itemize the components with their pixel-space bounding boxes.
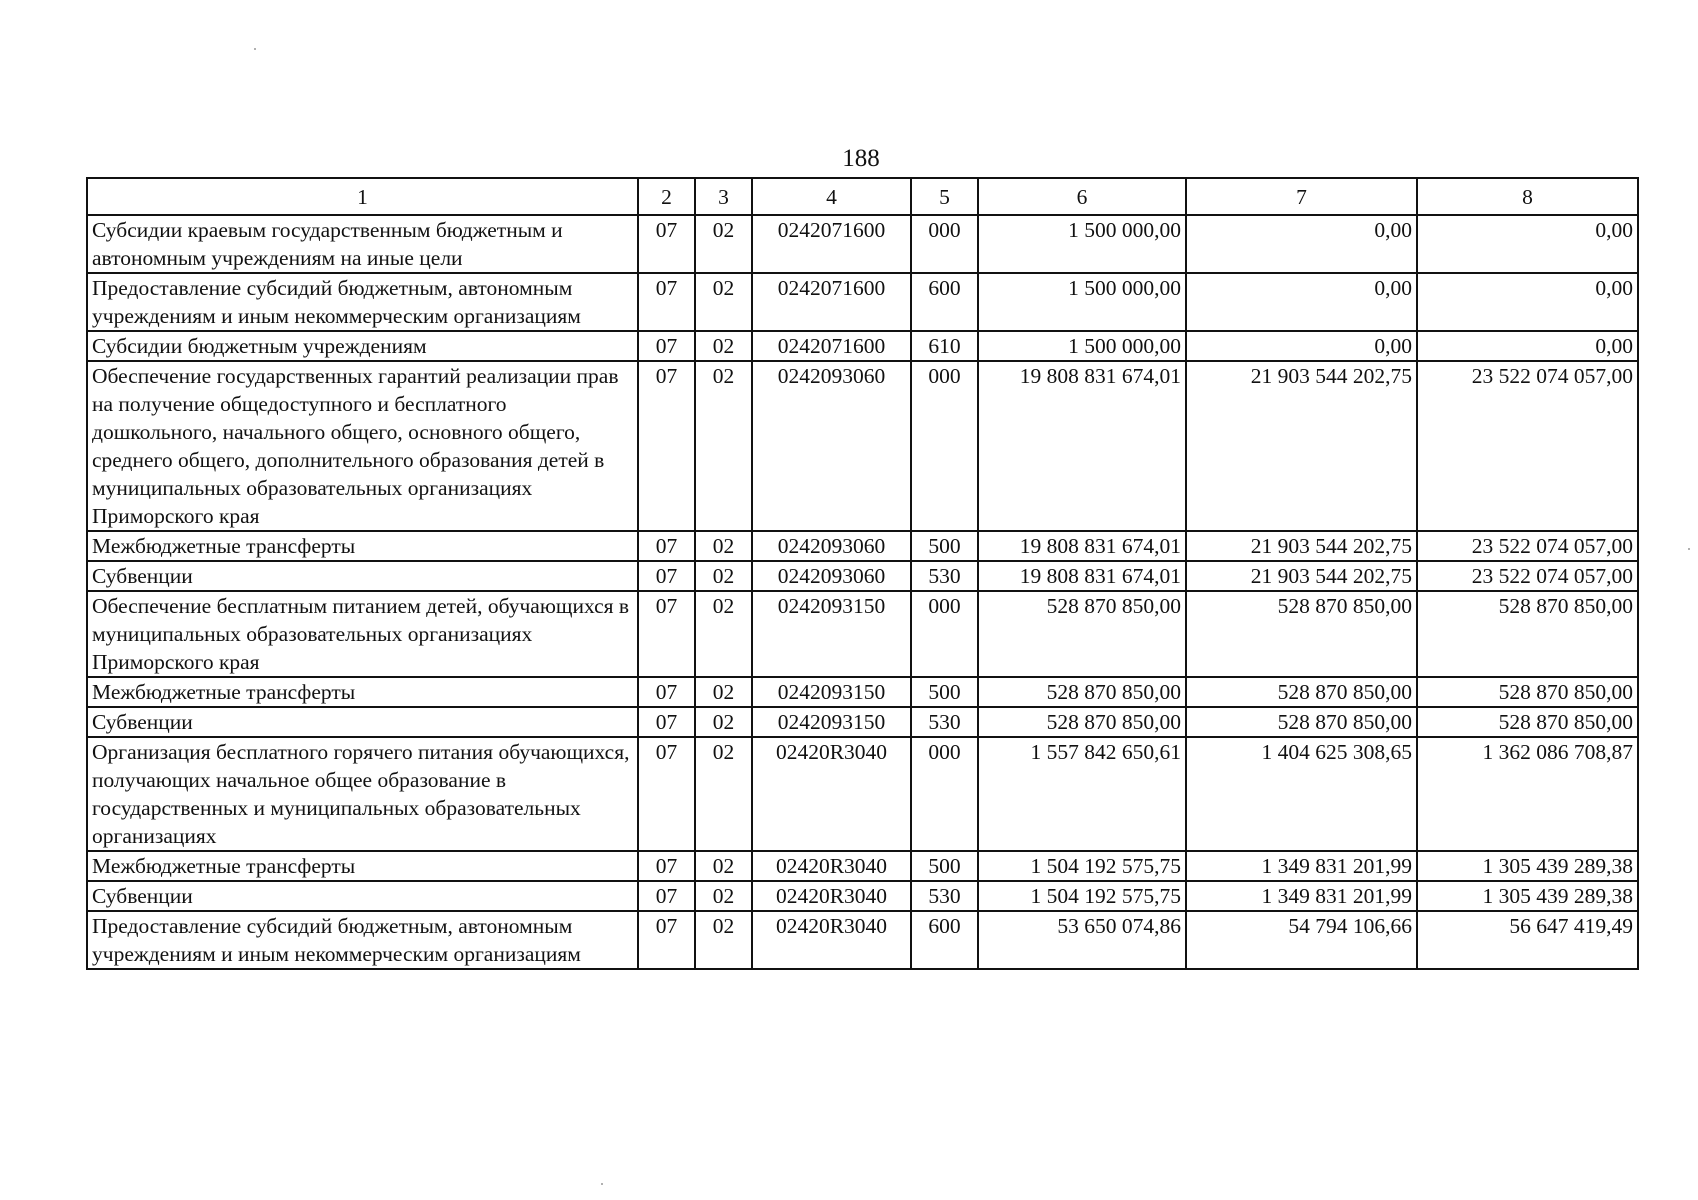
table-header — [87, 178, 1638, 215]
section-code: 07 — [638, 911, 695, 969]
target-code: 0242093150 — [752, 591, 911, 677]
amount-year-3: 23 522 074 057,00 — [1417, 361, 1638, 531]
table-row — [87, 531, 1638, 561]
subsection-code: 02 — [695, 677, 752, 707]
subsection-code: 02 — [695, 215, 752, 273]
expense-type-code: 000 — [911, 737, 978, 851]
amount-year-3: 0,00 — [1417, 215, 1638, 273]
target-code: 0242093060 — [752, 561, 911, 591]
amount-year-3: 528 870 850,00 — [1417, 677, 1638, 707]
amount-year-2: 1 349 831 201,99 — [1186, 851, 1417, 881]
table-row — [87, 561, 1638, 591]
expense-type-code: 000 — [911, 361, 978, 531]
subsection-code: 02 — [695, 273, 752, 331]
scan-speck — [601, 1183, 603, 1185]
amount-year-1: 528 870 850,00 — [978, 707, 1186, 737]
table-row — [87, 273, 1638, 331]
table-row — [87, 215, 1638, 273]
section-code: 07 — [638, 737, 695, 851]
section-code: 07 — [638, 331, 695, 361]
row-name: Предоставление субсидий бюджетным, автономным учреждениям и иным некоммерческим организациям — [87, 273, 638, 331]
target-code: 02420R3040 — [752, 911, 911, 969]
header-col-7: 7 — [1186, 178, 1417, 215]
amount-year-2: 21 903 544 202,75 — [1186, 361, 1417, 531]
amount-year-3: 23 522 074 057,00 — [1417, 561, 1638, 591]
amount-year-3: 23 522 074 057,00 — [1417, 531, 1638, 561]
expense-type-code: 610 — [911, 331, 978, 361]
row-name: Субвенции — [87, 561, 638, 591]
amount-year-1: 1 557 842 650,61 — [978, 737, 1186, 851]
amount-year-3: 56 647 419,49 — [1417, 911, 1638, 969]
row-name: Предоставление субсидий бюджетным, автономным учреждениям и иным некоммерческим организациям — [87, 911, 638, 969]
amount-year-1: 1 500 000,00 — [978, 215, 1186, 273]
target-code: 0242093060 — [752, 361, 911, 531]
budget-table — [86, 177, 1639, 970]
row-name: Субвенции — [87, 707, 638, 737]
section-code: 07 — [638, 361, 695, 531]
header-row — [87, 178, 1638, 215]
section-code: 07 — [638, 561, 695, 591]
amount-year-3: 0,00 — [1417, 273, 1638, 331]
expense-type-code: 500 — [911, 677, 978, 707]
table-row — [87, 707, 1638, 737]
section-code: 07 — [638, 677, 695, 707]
amount-year-2: 1 349 831 201,99 — [1186, 881, 1417, 911]
amount-year-1: 53 650 074,86 — [978, 911, 1186, 969]
target-code: 0242093150 — [752, 707, 911, 737]
subsection-code: 02 — [695, 591, 752, 677]
section-code: 07 — [638, 591, 695, 677]
amount-year-2: 1 404 625 308,65 — [1186, 737, 1417, 851]
amount-year-3: 528 870 850,00 — [1417, 591, 1638, 677]
amount-year-1: 1 504 192 575,75 — [978, 851, 1186, 881]
expense-type-code: 530 — [911, 561, 978, 591]
subsection-code: 02 — [695, 531, 752, 561]
amount-year-1: 19 808 831 674,01 — [978, 361, 1186, 531]
target-code: 0242071600 — [752, 273, 911, 331]
header-col-3: 3 — [695, 178, 752, 215]
target-code: 02420R3040 — [752, 881, 911, 911]
row-name: Субсидии бюджетным учреждениям — [87, 331, 638, 361]
row-name: Обеспечение государственных гарантий реализации прав на получение общедоступного и бесплатного дошкольного, начального общего, основного общего, среднего общего, дополнительного образования детей в муниципальных образовательных организациях Приморского края — [87, 361, 638, 531]
table-row — [87, 591, 1638, 677]
row-name: Субсидии краевым государственным бюджетным и автономным учреждениям на иные цели — [87, 215, 638, 273]
table-row — [87, 331, 1638, 361]
amount-year-1: 1 500 000,00 — [978, 331, 1186, 361]
expense-type-code: 000 — [911, 215, 978, 273]
amount-year-1: 528 870 850,00 — [978, 591, 1186, 677]
amount-year-2: 528 870 850,00 — [1186, 591, 1417, 677]
subsection-code: 02 — [695, 737, 752, 851]
amount-year-2: 21 903 544 202,75 — [1186, 561, 1417, 591]
expense-type-code: 500 — [911, 851, 978, 881]
subsection-code: 02 — [695, 707, 752, 737]
header-col-6: 6 — [978, 178, 1186, 215]
amount-year-2: 528 870 850,00 — [1186, 677, 1417, 707]
amount-year-2: 528 870 850,00 — [1186, 707, 1417, 737]
header-col-5: 5 — [911, 178, 978, 215]
amount-year-2: 0,00 — [1186, 215, 1417, 273]
section-code: 07 — [638, 707, 695, 737]
subsection-code: 02 — [695, 561, 752, 591]
subsection-code: 02 — [695, 851, 752, 881]
row-name: Обеспечение бесплатным питанием детей, обучающихся в муниципальных образовательных организациях Приморского края — [87, 591, 638, 677]
target-code: 02420R3040 — [752, 851, 911, 881]
expense-type-code: 500 — [911, 531, 978, 561]
amount-year-3: 1 305 439 289,38 — [1417, 851, 1638, 881]
amount-year-1: 19 808 831 674,01 — [978, 561, 1186, 591]
amount-year-3: 1 305 439 289,38 — [1417, 881, 1638, 911]
row-name: Межбюджетные трансферты — [87, 677, 638, 707]
amount-year-2: 0,00 — [1186, 331, 1417, 361]
table-row — [87, 911, 1638, 969]
section-code: 07 — [638, 273, 695, 331]
table-row — [87, 851, 1638, 881]
target-code: 0242071600 — [752, 215, 911, 273]
row-name: Межбюджетные трансферты — [87, 531, 638, 561]
target-code: 0242093060 — [752, 531, 911, 561]
subsection-code: 02 — [695, 911, 752, 969]
header-col-4: 4 — [752, 178, 911, 215]
expense-type-code: 000 — [911, 591, 978, 677]
target-code: 0242071600 — [752, 331, 911, 361]
table-row — [87, 881, 1638, 911]
expense-type-code: 530 — [911, 707, 978, 737]
subsection-code: 02 — [695, 331, 752, 361]
row-name: Организация бесплатного горячего питания обучающихся, получающих начальное общее образование в государственных и муниципальных образовательных организациях — [87, 737, 638, 851]
amount-year-1: 1 504 192 575,75 — [978, 881, 1186, 911]
amount-year-2: 54 794 106,66 — [1186, 911, 1417, 969]
subsection-code: 02 — [695, 881, 752, 911]
amount-year-2: 21 903 544 202,75 — [1186, 531, 1417, 561]
target-code: 02420R3040 — [752, 737, 911, 851]
expense-type-code: 600 — [911, 273, 978, 331]
table-row — [87, 361, 1638, 531]
table-row — [87, 677, 1638, 707]
amount-year-3: 1 362 086 708,87 — [1417, 737, 1638, 851]
scan-speck — [254, 48, 256, 50]
section-code: 07 — [638, 851, 695, 881]
amount-year-3: 528 870 850,00 — [1417, 707, 1638, 737]
amount-year-2: 0,00 — [1186, 273, 1417, 331]
table-body — [87, 215, 1638, 969]
scan-speck — [1688, 548, 1690, 550]
header-col-8: 8 — [1417, 178, 1638, 215]
section-code: 07 — [638, 531, 695, 561]
section-code: 07 — [638, 215, 695, 273]
row-name: Межбюджетные трансферты — [87, 851, 638, 881]
amount-year-1: 1 500 000,00 — [978, 273, 1186, 331]
section-code: 07 — [638, 881, 695, 911]
expense-type-code: 530 — [911, 881, 978, 911]
subsection-code: 02 — [695, 361, 752, 531]
target-code: 0242093150 — [752, 677, 911, 707]
amount-year-1: 19 808 831 674,01 — [978, 531, 1186, 561]
header-col-1: 1 — [87, 178, 638, 215]
row-name: Субвенции — [87, 881, 638, 911]
expense-type-code: 600 — [911, 911, 978, 969]
page-number: 188 — [842, 145, 880, 172]
header-col-2: 2 — [638, 178, 695, 215]
amount-year-3: 0,00 — [1417, 331, 1638, 361]
amount-year-1: 528 870 850,00 — [978, 677, 1186, 707]
table-row — [87, 737, 1638, 851]
